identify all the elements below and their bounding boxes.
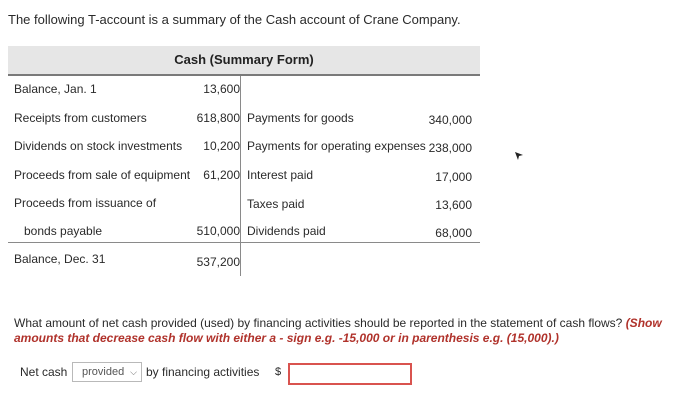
ending-balance-label: Balance, Dec. 31	[14, 252, 106, 266]
t-account-title: Cash (Summary Form)	[8, 46, 480, 76]
chevron-down-icon: ⌵	[130, 367, 137, 377]
question-text: What amount of net cash provided (used) by financing activities should be reported in the statement of cash flows?	[14, 316, 623, 330]
intro-text: The following T-account is a summary of the Cash account of Crane Company.	[8, 12, 461, 27]
currency-symbol: $	[275, 366, 282, 378]
debit-label: Receipts from customers	[14, 111, 147, 125]
debit-label: Proceeds from issuance of	[14, 196, 157, 210]
debit-amount: 618,800	[196, 111, 240, 125]
credit-label: Dividends paid	[247, 224, 326, 238]
question-hint: (Show amounts that decrease cash flow with either a - sign e.g. -15,000 or in parenthesis e.g. (15,000).)	[14, 316, 662, 345]
debit-amount: 10,200	[203, 139, 240, 153]
question-block	[14, 316, 690, 346]
answer-row	[20, 362, 680, 386]
by-financing-label: by financing activities	[146, 365, 260, 379]
credit-amount: 13,600	[435, 198, 472, 212]
debit-amount: 510,000	[196, 224, 240, 238]
credit-amount: 238,000	[428, 141, 472, 155]
credit-amount: 17,000	[435, 170, 472, 184]
credit-amount: 340,000	[428, 113, 472, 127]
debit-amount: 61,200	[203, 168, 240, 182]
credit-amount: 68,000	[435, 226, 472, 240]
t-account-divider	[240, 76, 241, 276]
debit-label: Dividends on stock investments	[14, 139, 183, 153]
credit-label: Payments for operating expenses	[247, 139, 426, 153]
credit-label: Payments for goods	[247, 111, 354, 125]
debit-label: Proceeds from sale of equipment	[14, 168, 191, 182]
net-cash-label: Net cash	[20, 365, 68, 379]
credit-label: Interest paid	[247, 168, 314, 182]
t-account	[8, 46, 480, 276]
ending-balance-amount: 537,200	[196, 255, 240, 269]
debit-amount: 13,600	[203, 82, 240, 96]
provided-used-select[interactable]	[72, 362, 142, 382]
t-account-total-line	[8, 242, 480, 243]
mouse-cursor-icon	[514, 151, 524, 161]
credit-label: Taxes paid	[247, 197, 305, 211]
debit-label: Balance, Jan. 1	[14, 82, 97, 96]
debit-label: bonds payable	[24, 224, 103, 238]
select-value: provided	[82, 366, 125, 378]
amount-input[interactable]	[288, 363, 412, 385]
